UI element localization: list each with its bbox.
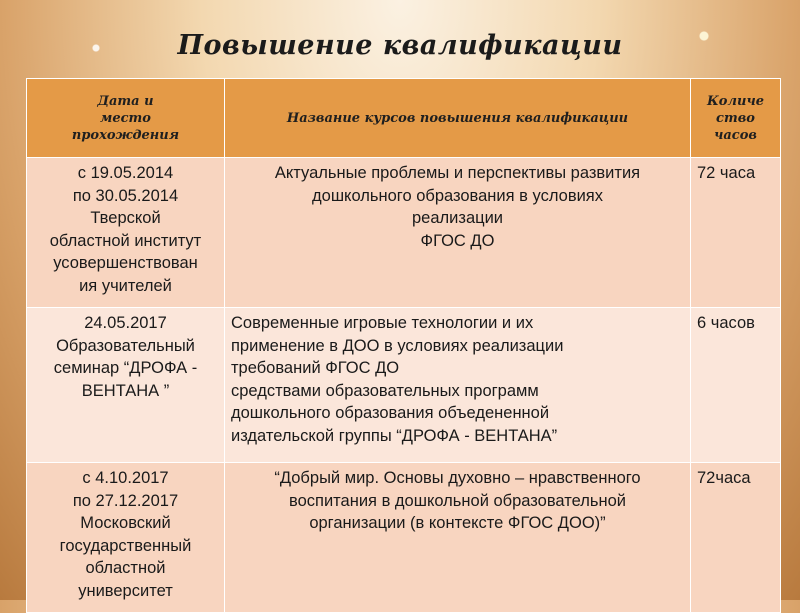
date-place-cell: с 19.05.2014 по 30.05.2014 Тверской областной институт усовершенствован ия учителей bbox=[27, 158, 225, 308]
course-name-cell: Актуальные проблемы и перспективы развития дошкольного образования в условиях реализации ФГОС ДО bbox=[225, 158, 691, 308]
header-hours: Количе ство часов bbox=[691, 79, 781, 158]
page-title: Повышение квалификации bbox=[177, 30, 623, 61]
table-row bbox=[27, 463, 781, 613]
hours-cell: 6 часов bbox=[691, 308, 781, 463]
table-header-row bbox=[27, 79, 781, 158]
courses-table bbox=[26, 78, 781, 613]
date-place-cell: 24.05.2017 Образовательный семинар “ДРОФА - ВЕНТАНА ” bbox=[27, 308, 225, 463]
header-date-place: Дата и место прохождения bbox=[27, 79, 225, 158]
hours-cell: 72 часа bbox=[691, 158, 781, 308]
course-name-cell: “Добрый мир. Основы духовно – нравственного воспитания в дошкольной образовательной организации (в контексте ФГОС ДОО)” bbox=[225, 463, 691, 613]
table-row bbox=[27, 308, 781, 463]
header-course-name: Название курсов повышения квалификации bbox=[225, 79, 691, 158]
table-row bbox=[27, 158, 781, 308]
course-name-cell: Современные игровые технологии и их применение в ДОО в условиях реализации требований ФГОС ДО средствами образовательных программ дошкольного образования объедененной издательской группы “ДРОФА - ВЕНТАНА” bbox=[225, 308, 691, 463]
date-place-cell: с 4.10.2017 по 27.12.2017 Московский государственный областной университет bbox=[27, 463, 225, 613]
hours-cell: 72часа bbox=[691, 463, 781, 613]
